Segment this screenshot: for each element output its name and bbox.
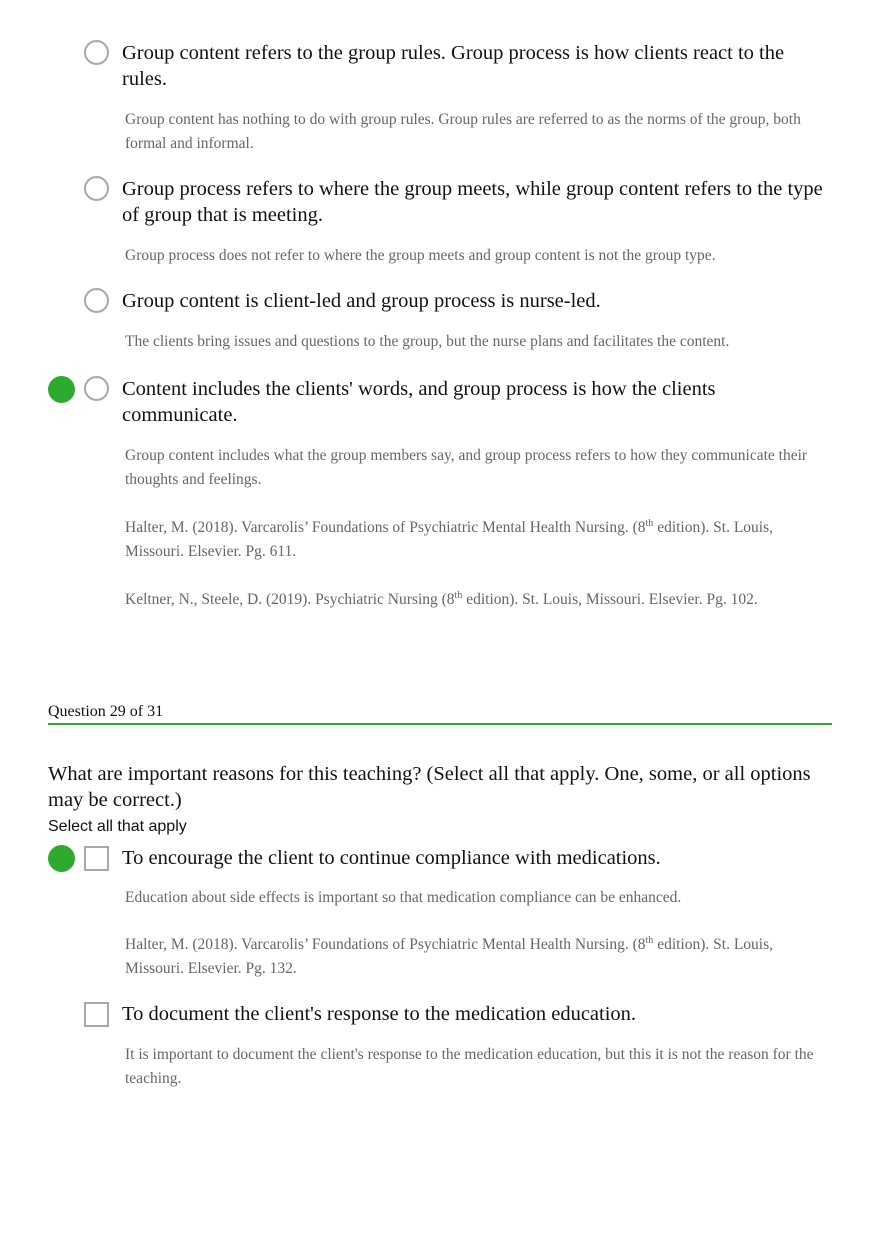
option-rationale: The clients bring issues and questions to the group, but the nurse plans and facilitates the content. [125, 333, 730, 350]
radio-button[interactable] [84, 288, 109, 313]
citation-text: edition). St. Louis, Missouri. Elsevier. Pg. 611. [125, 519, 774, 560]
answer-option[interactable] [0, 845, 880, 871]
option-text: To encourage the client to continue compliance with medications. [122, 847, 661, 869]
citation-text: Keltner, N., Steele, D. (2019). Psychiatric Nursing (8 [125, 591, 455, 608]
answer-option[interactable] [0, 288, 880, 314]
answer-option[interactable] [0, 376, 880, 428]
option-rationale: Education about side effects is important so that medication compliance can be enhanced. [125, 889, 682, 906]
option-text: Content includes the clients' words, and group process is how the clients communicate. [122, 378, 716, 426]
option-text: Group process refers to where the group meets, while group content refers to the type of group that is meeting. [122, 178, 823, 226]
reference-citation [0, 933, 880, 981]
ordinal-suffix: th [645, 517, 654, 529]
answer-option[interactable] [0, 40, 880, 92]
option-rationale: Group content has nothing to do with group rules. Group rules are referred to as the norms of the group, both formal and informal. [125, 111, 801, 152]
answer-option[interactable] [0, 1001, 880, 1027]
answer-option[interactable] [0, 176, 880, 228]
radio-button[interactable] [84, 376, 109, 401]
correct-answer-indicator-icon [48, 376, 75, 403]
reference-citation [0, 516, 880, 564]
citation-text: edition). St. Louis, Missouri. Elsevier. Pg. 132. [125, 936, 774, 977]
ordinal-suffix: th [454, 589, 463, 601]
correct-answer-indicator-icon [48, 845, 75, 872]
option-text: Group content is client-led and group process is nurse-led. [122, 290, 601, 312]
checkbox[interactable] [84, 1002, 109, 1027]
option-text: Group content refers to the group rules. Group process is how clients react to the rules. [122, 42, 785, 90]
radio-button[interactable] [84, 40, 109, 65]
ordinal-suffix: th [645, 934, 654, 946]
option-rationale: Group process does not refer to where the group meets and group content is not the group type. [125, 247, 716, 264]
checkbox[interactable] [84, 846, 109, 871]
question-header: Question 29 of 31 [48, 702, 832, 725]
citation-text: edition). St. Louis, Missouri. Elsevier. Pg. 102. [462, 591, 758, 608]
citation-text: Halter, M. (2018). Varcarolis’ Foundations of Psychiatric Mental Health Nursing. (8 [125, 519, 646, 536]
option-rationale: It is important to document the client's response to the medication education, but this it is not the reason for the teaching. [125, 1046, 814, 1087]
question-29 [0, 702, 880, 1091]
reference-citation [0, 588, 880, 612]
question-28-options [0, 40, 880, 612]
question-stem: What are important reasons for this teaching? (Select all that apply. One, some, or all options may be correct.) [48, 763, 811, 811]
option-rationale: Group content includes what the group members say, and group process refers to how they communicate their thoughts and feelings. [125, 447, 808, 488]
option-text: To document the client's response to the medication education. [122, 1003, 637, 1025]
question-instruction: Select all that apply [48, 818, 187, 835]
radio-button[interactable] [84, 176, 109, 201]
citation-text: Halter, M. (2018). Varcarolis’ Foundations of Psychiatric Mental Health Nursing. (8 [125, 936, 646, 953]
